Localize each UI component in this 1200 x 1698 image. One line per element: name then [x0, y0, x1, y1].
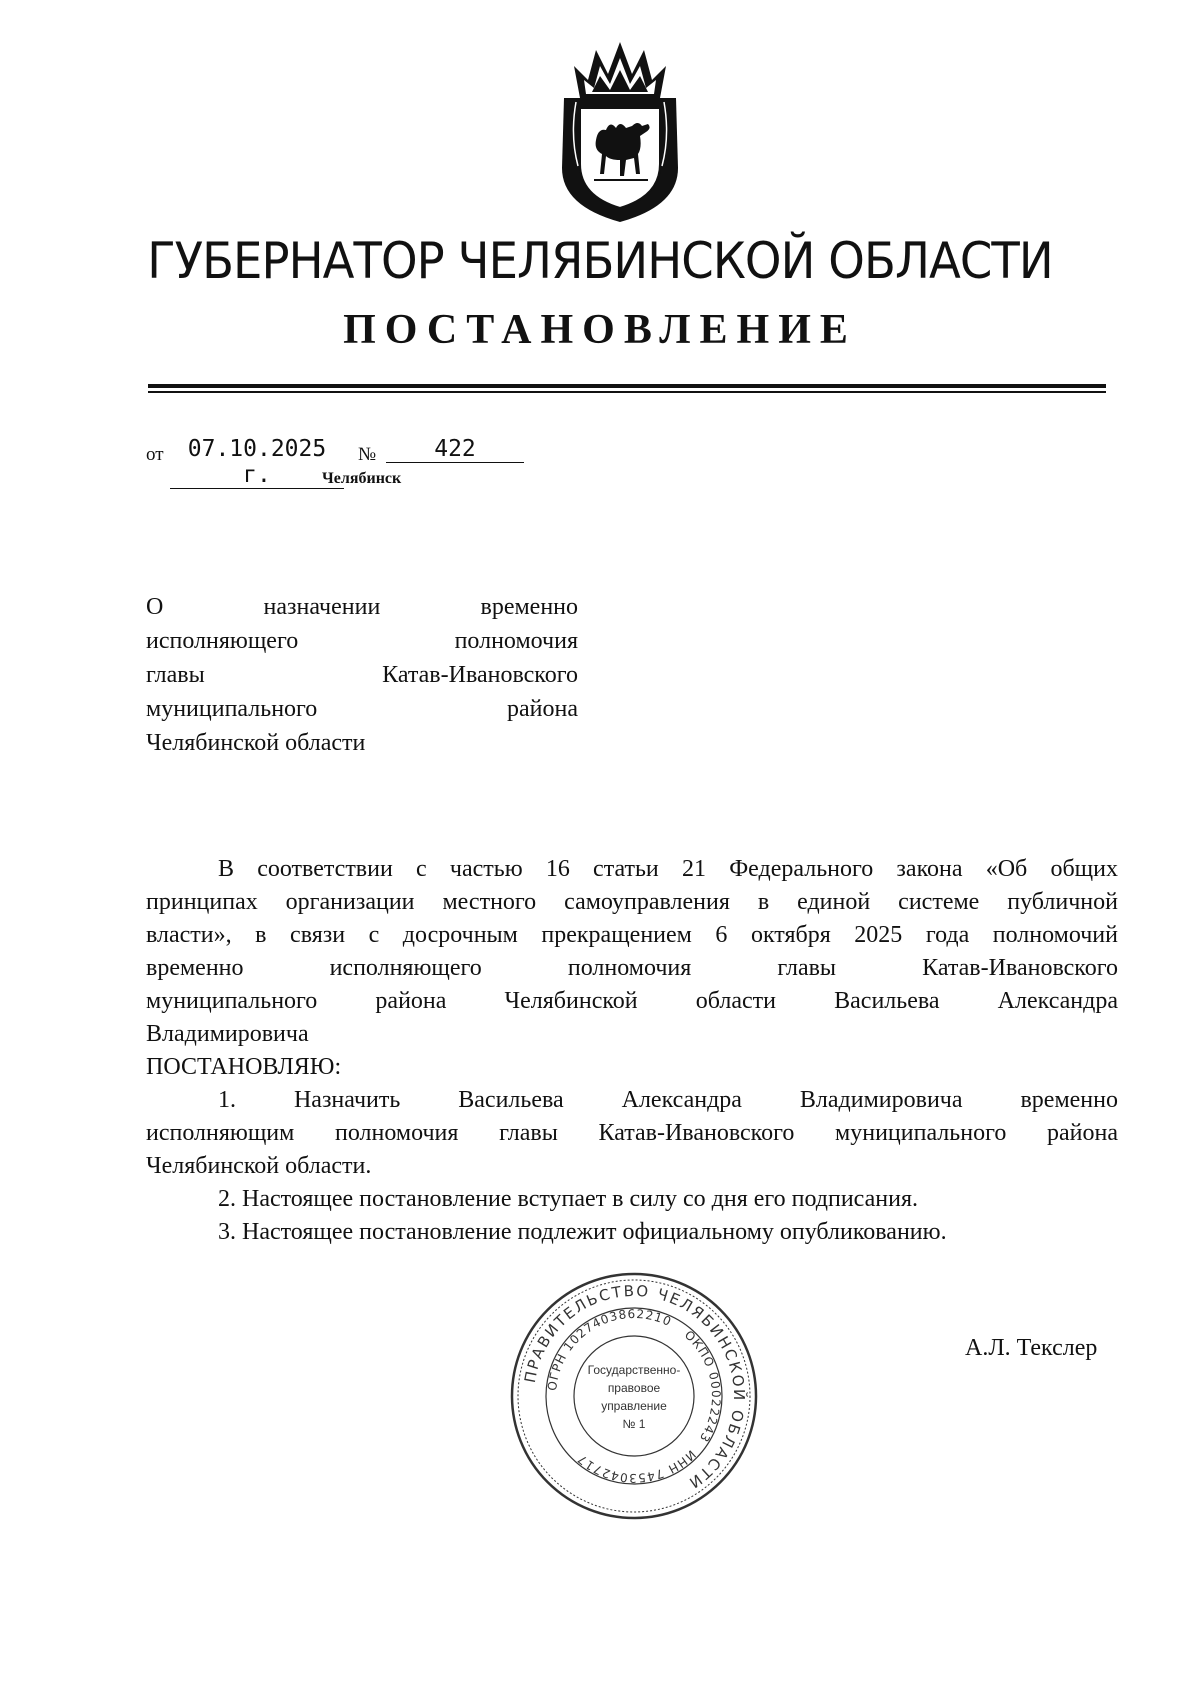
- preamble-line: муниципального района Челябинской области Васильева Александра: [146, 988, 1118, 1014]
- preamble-line: В соответствии с частью 16 статьи 21 Федерального закона «Об общих: [218, 856, 1118, 882]
- preamble-line: власти», в связи с досрочным прекращением 6 октября 2025 года полномочий: [146, 922, 1118, 948]
- subject-line: муниципального района: [146, 696, 578, 722]
- signatory-name: А.Л. Текслер: [965, 1335, 1098, 1361]
- item-3: 3. Настоящее постановление подлежит официальному опубликованию.: [218, 1219, 947, 1245]
- preamble-line: Владимировича: [146, 1021, 309, 1047]
- header-rule-thick: [148, 384, 1106, 388]
- seal-center-line: Государственно-: [587, 1363, 681, 1377]
- document-body: [146, 853, 1118, 1249]
- document-type: ПОСТАНОВЛЕНИЕ: [343, 307, 857, 353]
- document-number: 422: [386, 436, 524, 463]
- subject-line: Челябинской области: [146, 730, 366, 756]
- seal-inn: ИНН 7453042717: [574, 1447, 699, 1486]
- date-label: от: [146, 444, 164, 465]
- subject-line: О назначении временно: [146, 594, 578, 620]
- subject-line: главы Катав-Ивановского: [146, 662, 578, 688]
- issue-city: Челябинск: [322, 470, 402, 487]
- preamble-line: принципах организации местного самоуправления в единой системе публичной: [146, 889, 1118, 915]
- number-label: №: [358, 444, 377, 465]
- seal-ogrn: ОГРН 1027403862210: [545, 1306, 674, 1392]
- seal-outer-text: ПРАВИТЕЛЬСТВО ЧЕЛЯБИНСКОЙ ОБЛАСТИ: [520, 1281, 749, 1493]
- item-1-line: 1. Назначить Васильева Александра Владимировича временно: [218, 1087, 1118, 1113]
- item-1-line: Челябинской области.: [146, 1153, 372, 1179]
- decree-word: ПОСТАНОВЛЯЮ:: [146, 1054, 342, 1080]
- preamble-line: временно исполняющего полномочия главы Катав-Ивановского: [146, 955, 1118, 981]
- seal-center-line: управление: [601, 1399, 667, 1413]
- official-seal: [506, 1268, 762, 1524]
- item-2: 2. Настоящее постановление вступает в силу со дня его подписания.: [218, 1186, 919, 1212]
- seal-okpo: ОКПО 00022243: [681, 1327, 724, 1445]
- header-rule-thin: [148, 391, 1106, 393]
- svg-text:ИНН 7453042717: [574, 1447, 698, 1485]
- seal-center-line: № 1: [622, 1417, 646, 1431]
- seal-center-line: правовое: [607, 1381, 661, 1395]
- document-date: 07.10.2025 г.: [170, 436, 344, 489]
- item-1-line: исполняющим полномочия главы Катав-Ивановского муниципального района: [146, 1120, 1118, 1146]
- document-subject: [146, 590, 578, 760]
- subject-line: исполняющего полномочия: [146, 628, 578, 654]
- authority-title: ГУБЕРНАТОР ЧЕЛЯБИНСКОЙ ОБЛАСТИ: [147, 232, 1053, 290]
- coat-of-arms-emblem: [556, 36, 684, 224]
